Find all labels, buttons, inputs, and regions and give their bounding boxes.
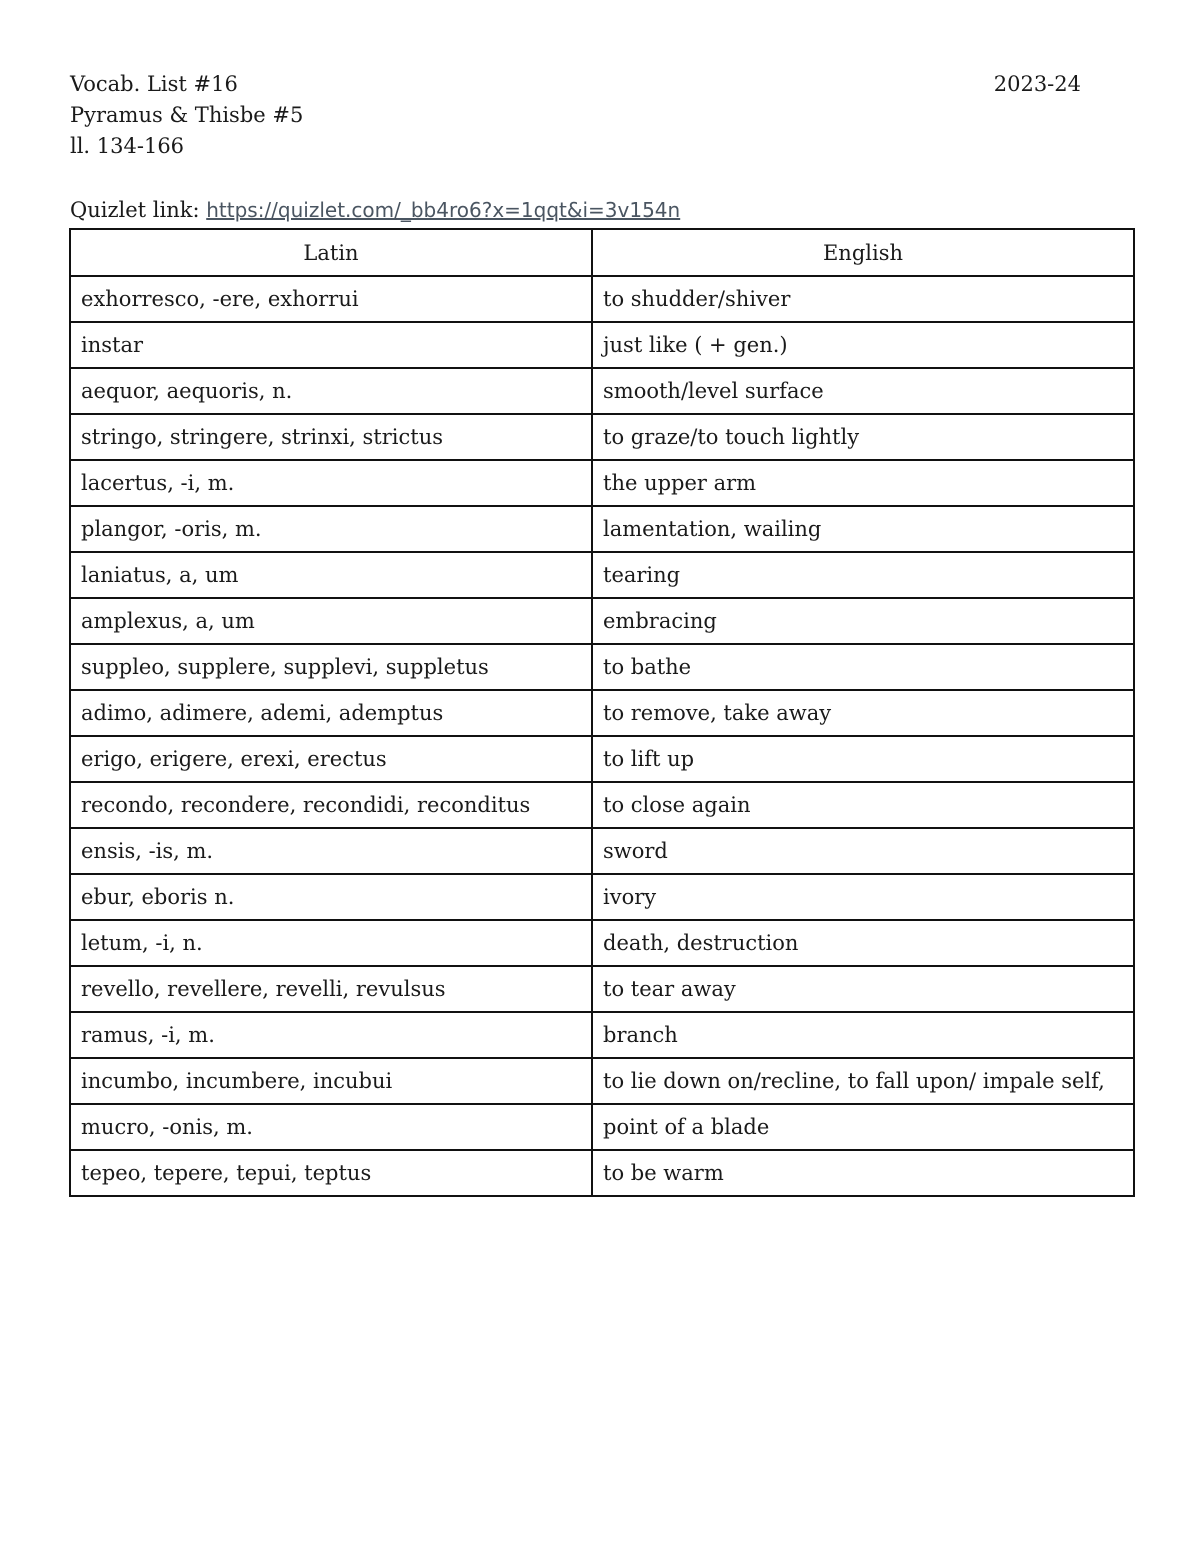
- vocab-table: [69, 228, 1135, 1197]
- english-definition: embracing: [592, 598, 1134, 644]
- latin-term: tepeo, tepere, tepui, teptus: [70, 1150, 592, 1196]
- latin-term: stringo, stringere, strinxi, strictus: [70, 414, 592, 460]
- latin-term: mucro, -onis, m.: [70, 1104, 592, 1150]
- table-row: [70, 1104, 1134, 1150]
- table-row: [70, 368, 1134, 414]
- table-row: [70, 1150, 1134, 1196]
- latin-term: amplexus, a, um: [70, 598, 592, 644]
- table-row: [70, 598, 1134, 644]
- english-definition: to be warm: [592, 1150, 1134, 1196]
- table-row: [70, 920, 1134, 966]
- table-row: [70, 276, 1134, 322]
- latin-term: aequor, aequoris, n.: [70, 368, 592, 414]
- latin-term: letum, -i, n.: [70, 920, 592, 966]
- latin-term: suppleo, supplere, supplevi, suppletus: [70, 644, 592, 690]
- english-definition: sword: [592, 828, 1134, 874]
- column-header-latin: Latin: [70, 229, 592, 276]
- latin-term: ramus, -i, m.: [70, 1012, 592, 1058]
- latin-term: laniatus, a, um: [70, 552, 592, 598]
- table-row: [70, 828, 1134, 874]
- latin-term: plangor, -oris, m.: [70, 506, 592, 552]
- latin-term: erigo, erigere, erexi, erectus: [70, 736, 592, 782]
- line-range: ll. 134-166: [70, 134, 185, 158]
- latin-term: ensis, -is, m.: [70, 828, 592, 874]
- column-header-english: English: [592, 229, 1134, 276]
- english-definition: ivory: [592, 874, 1134, 920]
- english-definition: to remove, take away: [592, 690, 1134, 736]
- quizlet-label: Quizlet link:: [70, 198, 207, 222]
- latin-term: ebur, eboris n.: [70, 874, 592, 920]
- english-definition: smooth/level surface: [592, 368, 1134, 414]
- english-definition: lamentation, wailing: [592, 506, 1134, 552]
- english-definition: to lie down on/recline, to fall upon/ impale self,: [592, 1058, 1134, 1104]
- latin-term: exhorresco, -ere, exhorrui: [70, 276, 592, 322]
- english-definition: the upper arm: [592, 460, 1134, 506]
- list-title: Vocab. List #16: [70, 72, 238, 96]
- english-definition: tearing: [592, 552, 1134, 598]
- english-definition: to shudder/shiver: [592, 276, 1134, 322]
- table-row: [70, 552, 1134, 598]
- latin-term: revello, revellere, revelli, revulsus: [70, 966, 592, 1012]
- english-definition: point of a blade: [592, 1104, 1134, 1150]
- english-definition: to tear away: [592, 966, 1134, 1012]
- table-row: [70, 644, 1134, 690]
- table-row: [70, 874, 1134, 920]
- table-row: [70, 322, 1134, 368]
- list-subtitle: Pyramus & Thisbe #5: [70, 103, 304, 127]
- english-definition: to close again: [592, 782, 1134, 828]
- vocab-table-body: [70, 276, 1134, 1196]
- english-definition: to bathe: [592, 644, 1134, 690]
- table-header-row: [70, 229, 1134, 276]
- table-row: [70, 966, 1134, 1012]
- quizlet-link[interactable]: https://quizlet.com/_bb4ro6?x=1qqt&i=3v154n: [206, 198, 681, 222]
- english-definition: branch: [592, 1012, 1134, 1058]
- table-row: [70, 460, 1134, 506]
- table-row: [70, 1012, 1134, 1058]
- table-row: [70, 1058, 1134, 1104]
- english-definition: to graze/to touch lightly: [592, 414, 1134, 460]
- table-row: [70, 414, 1134, 460]
- table-row: [70, 690, 1134, 736]
- english-definition: just like ( + gen.): [592, 322, 1134, 368]
- latin-term: adimo, adimere, ademi, ademptus: [70, 690, 592, 736]
- quizlet-row: [70, 195, 680, 226]
- latin-term: incumbo, incumbere, incubui: [70, 1058, 592, 1104]
- school-year: 2023-24: [993, 72, 1081, 96]
- latin-term: instar: [70, 322, 592, 368]
- table-row: [70, 736, 1134, 782]
- english-definition: to lift up: [592, 736, 1134, 782]
- table-row: [70, 506, 1134, 552]
- latin-term: lacertus, -i, m.: [70, 460, 592, 506]
- latin-term: recondo, recondere, recondidi, reconditus: [70, 782, 592, 828]
- table-row: [70, 782, 1134, 828]
- english-definition: death, destruction: [592, 920, 1134, 966]
